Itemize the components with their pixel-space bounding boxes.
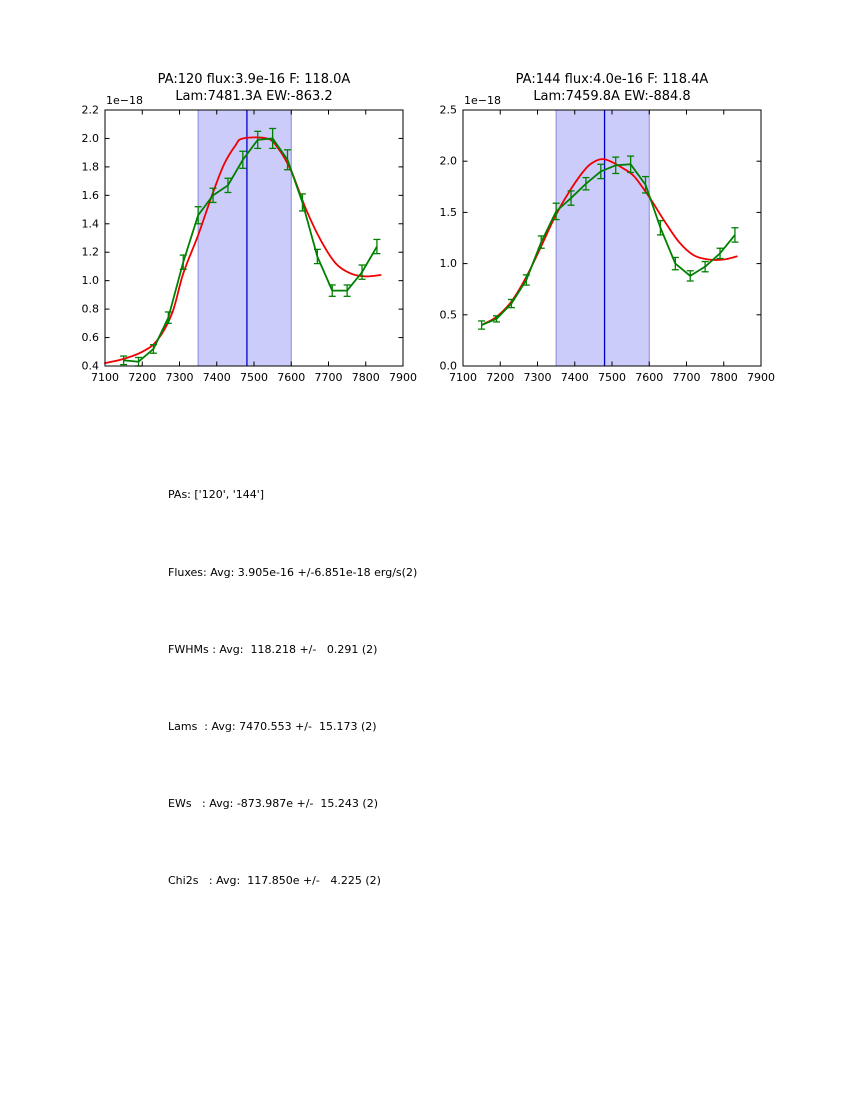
y-tick-label: 0.8 — [81, 302, 99, 316]
x-tick-label: 7900 — [389, 371, 417, 384]
x-tick-label: 7300 — [165, 371, 194, 384]
stats-line-fluxes: Fluxes: Avg: 3.905e-16 +/-6.851e-18 erg/s(2) — [168, 565, 418, 579]
left-plot-offset-label: 1e−18 — [106, 94, 143, 107]
y-tick-label: 0.0 — [439, 359, 457, 373]
y-tick-label: 1.6 — [81, 188, 99, 202]
stats-line-lams: Lams : Avg: 7470.553 +/- 15.173 (2) — [168, 719, 377, 733]
y-tick-label: 1.0 — [81, 274, 99, 288]
x-tick-label: 7600 — [277, 371, 306, 384]
x-tick-label: 7500 — [240, 371, 268, 384]
left-plot-title-line1: PA:120 flux:3.9e-16 F: 118.0A — [157, 72, 351, 87]
y-tick-label: 1.4 — [81, 217, 99, 231]
right-plot-title-line2: Lam:7459.8A EW:-884.8 — [533, 89, 691, 104]
x-tick-label: 7700 — [672, 371, 701, 384]
stats-line-ews: EWs : Avg: -873.987e +/- 15.243 (2) — [168, 796, 378, 810]
stats-block — [168, 431, 417, 945]
x-tick-label: 7800 — [351, 371, 380, 384]
x-tick-label: 7900 — [747, 371, 775, 384]
y-tick-label: 1.8 — [81, 160, 99, 174]
x-tick-label: 7100 — [449, 371, 477, 384]
y-tick-label: 2.2 — [81, 103, 99, 117]
y-tick-label: 0.5 — [439, 308, 457, 322]
y-tick-label: 2.0 — [81, 131, 99, 145]
x-tick-label: 7100 — [91, 371, 119, 384]
y-tick-label: 0.6 — [81, 331, 99, 345]
x-tick-label: 7300 — [523, 371, 552, 384]
plot-left — [82, 104, 418, 385]
stats-line-chi2s: Chi2s : Avg: 117.850e +/- 4.225 (2) — [168, 873, 381, 887]
y-tick-label: 2.0 — [439, 154, 457, 168]
y-tick-label: 1.0 — [439, 257, 457, 271]
left-plot-title-line2: Lam:7481.3A EW:-863.2 — [175, 89, 333, 104]
x-tick-label: 7500 — [598, 371, 626, 384]
x-tick-label: 7600 — [635, 371, 664, 384]
stats-line-fwhms: FWHMs : Avg: 118.218 +/- 0.291 (2) — [168, 642, 378, 656]
x-tick-label: 7700 — [314, 371, 343, 384]
y-tick-label: 1.2 — [81, 245, 99, 259]
stats-line-pas: PAs: ['120', '144'] — [168, 488, 265, 502]
x-tick-label: 7200 — [128, 371, 157, 384]
right-plot-title-line1: PA:144 flux:4.0e-16 F: 118.4A — [515, 72, 709, 87]
x-tick-label: 7800 — [709, 371, 738, 384]
x-tick-label: 7400 — [202, 371, 231, 384]
fit-window-band — [556, 110, 649, 366]
plot-right — [440, 104, 776, 385]
x-tick-label: 7200 — [486, 371, 515, 384]
y-tick-label: 2.5 — [439, 103, 457, 117]
right-plot-offset-label: 1e−18 — [464, 94, 501, 107]
plots-canvas — [0, 0, 850, 420]
y-tick-label: 0.4 — [81, 359, 99, 373]
x-tick-label: 7400 — [560, 371, 589, 384]
y-tick-label: 1.5 — [439, 205, 457, 219]
